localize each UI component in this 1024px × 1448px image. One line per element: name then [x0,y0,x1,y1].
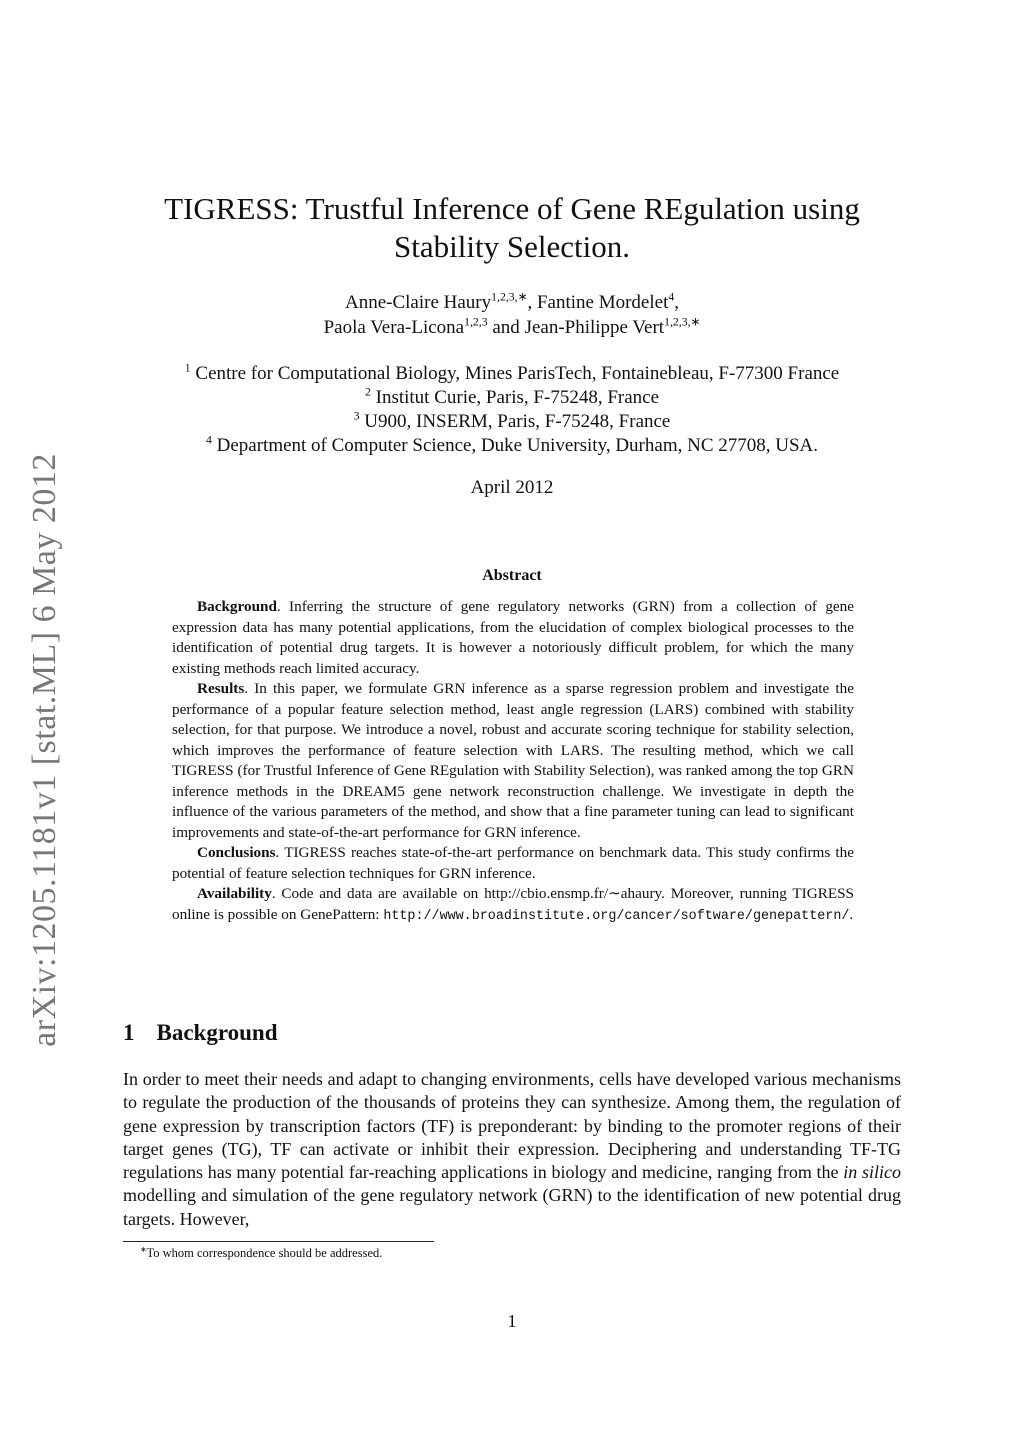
abstract-text: . Inferring the structure of gene regulatory networks (GRN) from a collection of gene expression data has many potential applications, from the elucidation of complex biological processes to the identification of potential drug targets. It is however a notoriously difficult problem, for which the many existing methods reach limited accuracy. [172,598,854,677]
section-heading [123,1020,278,1046]
author-name: Jean-Philippe Vert [524,317,665,338]
author-affil-mark: 1,2,3,∗ [664,315,701,329]
author-conjunction: and [492,317,520,338]
body-italic-term: in silico [843,1162,901,1183]
paper-title [130,190,894,266]
affiliation-text: Centre for Computational Biology, Mines ParisTech, Fontainebleau, F-77300 France [195,363,840,384]
author-affil-mark: 1,2,3,∗ [491,290,528,304]
abstract-conclusions [172,843,854,884]
affiliation [120,362,904,386]
author-affil-mark: 4 [668,290,675,304]
abstract-results [172,679,854,843]
author-line-2 [130,315,894,340]
affiliation [120,410,904,434]
title-line-1: TIGRESS: Trustful Inference of Gene REgulation using [164,191,860,226]
abstract-body [172,597,854,927]
author-name: Anne-Claire Haury [344,292,492,313]
author-name: Fantine Mordelet [536,292,669,313]
author-list [130,290,894,340]
affiliation-number: 4 [205,433,212,447]
page-number: 1 [507,1311,517,1331]
paper-date: April 2012 [470,477,554,498]
body-paragraph [123,1068,901,1231]
genepattern-link[interactable]: http://www.broadinstitute.org/cancer/software/genepattern/ [383,908,850,924]
author-name: Paola Vera-Licona [323,317,465,338]
affiliation [120,434,904,458]
affiliation-text: U900, INSERM, Paris, F-75248, France [364,411,671,432]
body-text-part: modelling and simulation of the gene regulatory network (GRN) to the identification of new potential drug targets. However, [123,1185,901,1229]
abstract-label: Results [197,680,245,697]
affiliation-list [120,362,904,458]
affiliation-number: 1 [184,361,191,375]
footnote-rule [123,1241,434,1242]
abstract-text: . [849,905,854,923]
affiliation-number: 2 [364,385,371,399]
section-title: Background [156,1020,278,1045]
abstract-text: . In this paper, we formulate GRN inference as a sparse regression problem and investigate the performance of a popular feature selection method, least angle regression (LARS) combined with stability selection, for that purpose. We introduce a novel, robust and accurate scoring technique for stability selection, which improves the performance of feature selection with LARS. The resulting method, which we call TIGRESS (for Trustful Inference of Gene REgulation with Stability Selection), was ranked among the top GRN inference methods in the DREAM5 gene network reconstruction challenge. We investigate in depth the influence of the various parameters of the method, and show that a fine parameter tuning can lead to significant improvements and state-of-the-art performance for GRN inference. [172,680,854,841]
affiliation-text: Department of Computer Science, Duke University, Durham, NC 27708, USA. [216,435,819,456]
abstract-label: Background [197,598,277,615]
affiliation-number: 3 [353,409,360,423]
abstract-label: Conclusions [197,844,276,861]
arxiv-identifier: arXiv:1205.1181v1 [stat.ML] 6 May 2012 [26,453,63,1047]
affiliation-text: Institut Curie, Paris, F-75248, France [375,387,660,408]
section-number: 1 [123,1020,135,1045]
title-line-2: Stability Selection. [394,229,630,264]
abstract-label: Availability [197,885,272,902]
affiliation [120,386,904,410]
footnote-mark: ∗ [140,1244,147,1254]
author-line-1: Anne-Claire Haury$^{1,2,3,∗}$, Fantine Mordelet$^4$, [344,290,679,313]
footnote [140,1246,382,1261]
abstract-text: . Code and data are available on http://cbio.ensmp.fr/∼ahaury. Moreover, running TIGRESS online is possible on GenePattern: [172,885,854,923]
body-text-part: In order to meet their needs and adapt to changing environments, cells have developed various mechanisms to regulate the production of the thousands of proteins they can synthesize. Among them, the regulation of gene expression by transcription factors (TF) is preponderant: by binding to the promoter regions of their target genes (TG), TF can activate or inhibit their expression. Deciphering and understanding TF-TG regulations has many potential far-reaching applications in biology and medicine, ranging from the [123,1069,901,1183]
author-affil-mark: 1,2,3 [464,315,488,329]
arxiv-sidebar [22,450,68,1050]
abstract-availability [172,884,854,927]
abstract-heading: Abstract [482,567,542,584]
abstract-background [172,597,854,679]
abstract-text: . TIGRESS reaches state-of-the-art performance on benchmark data. This study confirms the potential of feature selection techniques for GRN inference. [172,844,854,882]
footnote-text: To whom correspondence should be addressed. [146,1246,383,1260]
